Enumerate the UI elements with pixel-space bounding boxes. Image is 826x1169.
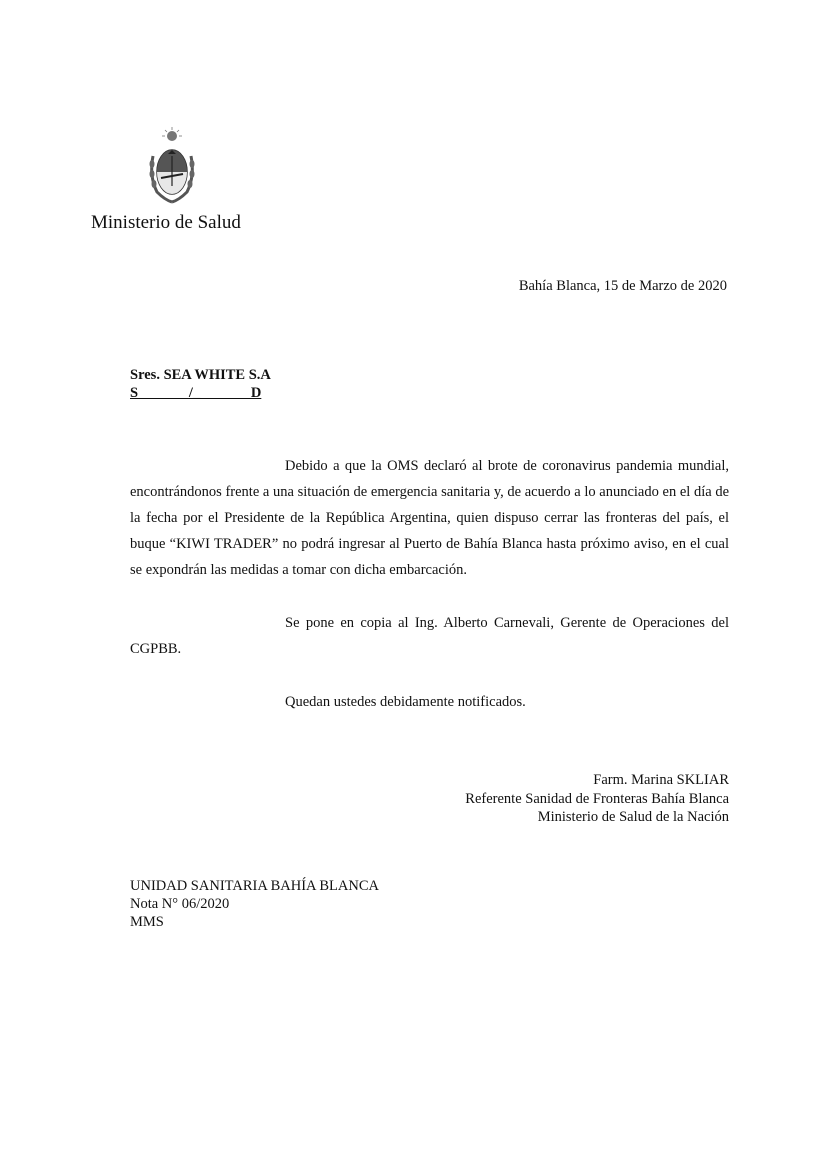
date-line: Bahía Blanca, 15 de Marzo de 2020 [518,278,727,294]
coat-of-arms-icon [147,126,197,204]
footer-note-number: Nota N° 06/2020 [130,896,230,912]
body-paragraph-1: Debido a que la OMS declaró al brote de coronavirus pandemia mundial, encontrándonos frente a una situación de emergencia sanitaria y, de acuerdo a lo anunciado en el día de la fecha por el Presidente de la República Argentina, quien dispuso cerrar las fronteras del país, el buque “KIWI TRADER” no podrá ingresar al Puerto de Bahía Blanca hasta próximo aviso, en el cual se expondrán las medidas a tomar con dicha embarcación. [130,458,729,578]
footer-unit: UNIDAD SANITARIA BAHÍA BLANCA [130,878,379,894]
recipient-sd: S /_ D [130,385,262,401]
recipient-name: Sres. SEA WHITE S.A [130,367,271,383]
footer-code: MMS [130,914,164,930]
signature-block [465,771,729,827]
footer-block [130,877,379,931]
signature-org: Ministerio de Salud de la Nación [537,809,729,825]
signature-role: Referente Sanidad de Fronteras Bahía Blanca [465,790,729,807]
body-paragraph-3: Quedan ustedes debidamente notificados. [285,694,526,710]
signature-name: Farm. Marina SKLIAR [593,772,729,788]
ministry-name: Ministerio de Salud [91,212,241,233]
body-paragraph-2: Se pone en copia al Ing. Alberto Carnevali, Gerente de Operaciones del CGPBB. [130,615,729,657]
